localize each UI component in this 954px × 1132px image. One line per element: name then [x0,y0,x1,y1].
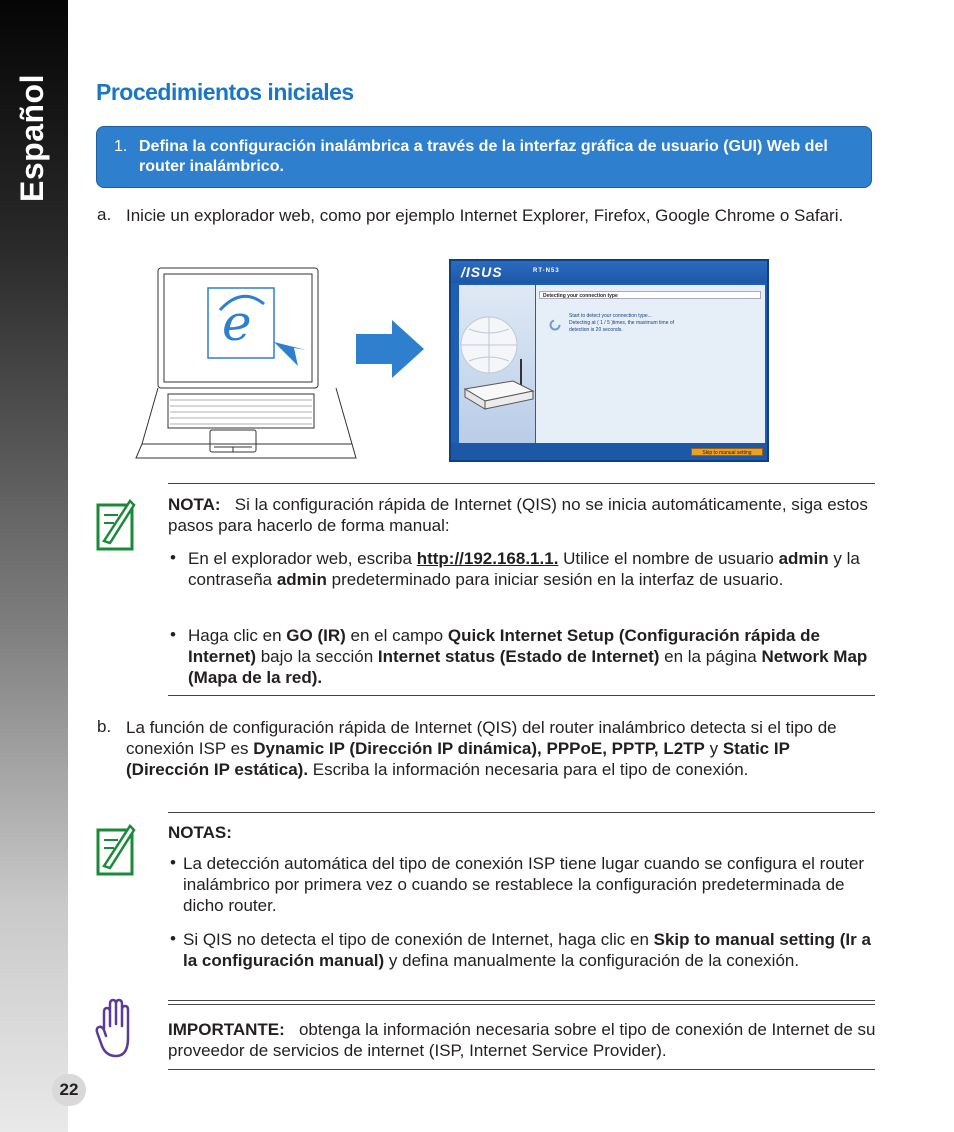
note-2-label-text: NOTAS: [168,823,232,842]
network-map-label: Network Map (Mapa de la red). [188,647,868,687]
go-button-label: GO (IR) [286,626,346,645]
important-label: IMPORTANTE: [168,1020,285,1039]
step-1-box [96,126,872,188]
bullet-icon: • [170,548,176,567]
note-2-bullet-2 [183,929,875,971]
skip-to-manual-label: Skip to manual setting (Ir a la configuración manual) [183,930,871,970]
important-text: obtenga la información necesaria sobre el tipo de conexión de Internet de su proveedor de servicios de internet (ISP, Internet Service Provider). [168,1020,876,1060]
important-body [168,1019,876,1061]
internet-explorer-icon: e [222,294,252,352]
bullet-icon: • [170,625,176,644]
loading-spinner-icon [549,319,561,331]
note-1-bullet-2 [188,625,876,688]
note-2-label [168,822,232,843]
important-bottom-rule [168,1069,875,1070]
screenshot-content-panel [536,285,765,443]
bullet-2-text-a: Haga clic en [188,626,287,645]
item-a-letter: a. [97,205,112,224]
note-pencil-icon [96,497,136,553]
note-pencil-icon [96,822,136,878]
screenshot-globe-panel [459,285,535,443]
router-gui-screenshot [449,259,769,462]
default-password: admin [276,570,327,589]
detecting-message [569,313,759,334]
default-username: admin [778,549,829,568]
asus-logo: /ISUS [461,264,503,280]
laptop-illustration [134,266,358,466]
language-label: Español [14,74,50,202]
detect-line-2: Detecting at ( 1 / 5 )times, the maximum time of [569,320,675,326]
connection-types: Dynamic IP (Dirección IP dinámica), PPPoE, PPTP, L2TP [253,739,705,758]
bullet-icon: • [170,929,176,948]
detect-line-3: detection is 20 seconds. [569,327,623,333]
note-2-bullet-1: La detección automática del tipo de conexión ISP tiene lugar cuando se configura el router inalámbrico por primera vez o cuando se restablece la configuración predeterminada de dicho router. [183,854,865,915]
internet-status-label: Internet status (Estado de Internet) [377,647,660,666]
bullet-2-text-b: en el campo [345,626,448,645]
note-1-bottom-rule [168,695,875,696]
note-2-bullet-2-text-b: y defina manualmente la configuración de la conexión. [384,951,800,970]
step-text: Defina la configuración inalámbrica a través de la interfaz gráfica de usuario (GUI) Web del router inalámbrico. [139,138,828,175]
screenshot-header [451,261,767,283]
item-b-text [126,717,874,780]
note-1-top-rule [168,483,875,484]
skip-to-manual-setting-button[interactable]: Skip to manual setting [691,448,763,456]
bullet-icon: • [170,853,176,872]
note-1-bullet-1 [188,548,876,590]
bullet-2-text-d: en la página [659,647,762,666]
bullet-1-text-d: predeterminado para iniciar sesión en la interfaz de usuario. [326,570,784,589]
note-2-bullet-2-text-a: Si QIS no detecta el tipo de conexión de Internet, haga clic en [183,930,654,949]
item-b-letter: b. [97,717,112,736]
item-b-text-a: La función de configuración rápida de Internet (QIS) del router inalámbrico detecta si el tipo de conexión ISP es [126,718,837,758]
item-a-text: Inicie un explorador web, como por ejemplo Internet Explorer, Firefox, Google Chrome o Safari. [126,206,844,225]
detecting-title: Detecting your connection type [539,291,761,299]
bullet-1-text-a: En el explorador web, escriba [188,549,417,568]
right-arrow-icon [354,318,426,380]
router-model: RT-N53 [533,268,560,274]
language-sidebar [0,0,68,1132]
page-title: Procedimientos iniciales [96,79,354,105]
note-1-text: Si la configuración rápida de Internet (QIS) no se inicia automáticamente, siga estos pasos para hacerlo de forma manual: [168,495,868,535]
router-url-link[interactable]: http://192.168.1.1. [416,549,559,568]
important-hand-icon [94,998,140,1060]
detect-line-1: Start to detect your connection type... [569,313,652,319]
bullet-1-text-c: y la contraseña [188,549,860,589]
step-number: 1. [114,138,128,155]
item-b-text-b: y [704,739,723,758]
note-1-body [168,494,876,536]
note-2-top-rule [168,812,875,813]
note-1-label: NOTA: [168,495,221,514]
globe-router-icon [459,285,535,443]
quick-internet-setup-label: Quick Internet Setup (Configuración rápida de Internet) [188,626,820,666]
important-top-rule [168,1000,875,1005]
item-b-text-c: Escriba la información necesaria para el tipo de conexión. [308,760,749,779]
bullet-2-text-c: bajo la sección [256,647,378,666]
static-ip-label: Static IP (Dirección IP estática). [126,739,790,779]
page-number: 22 [52,1074,86,1106]
cursor-arrow-icon [274,342,306,366]
bullet-1-text-b: Utilice el nombre de usuario [558,549,779,568]
